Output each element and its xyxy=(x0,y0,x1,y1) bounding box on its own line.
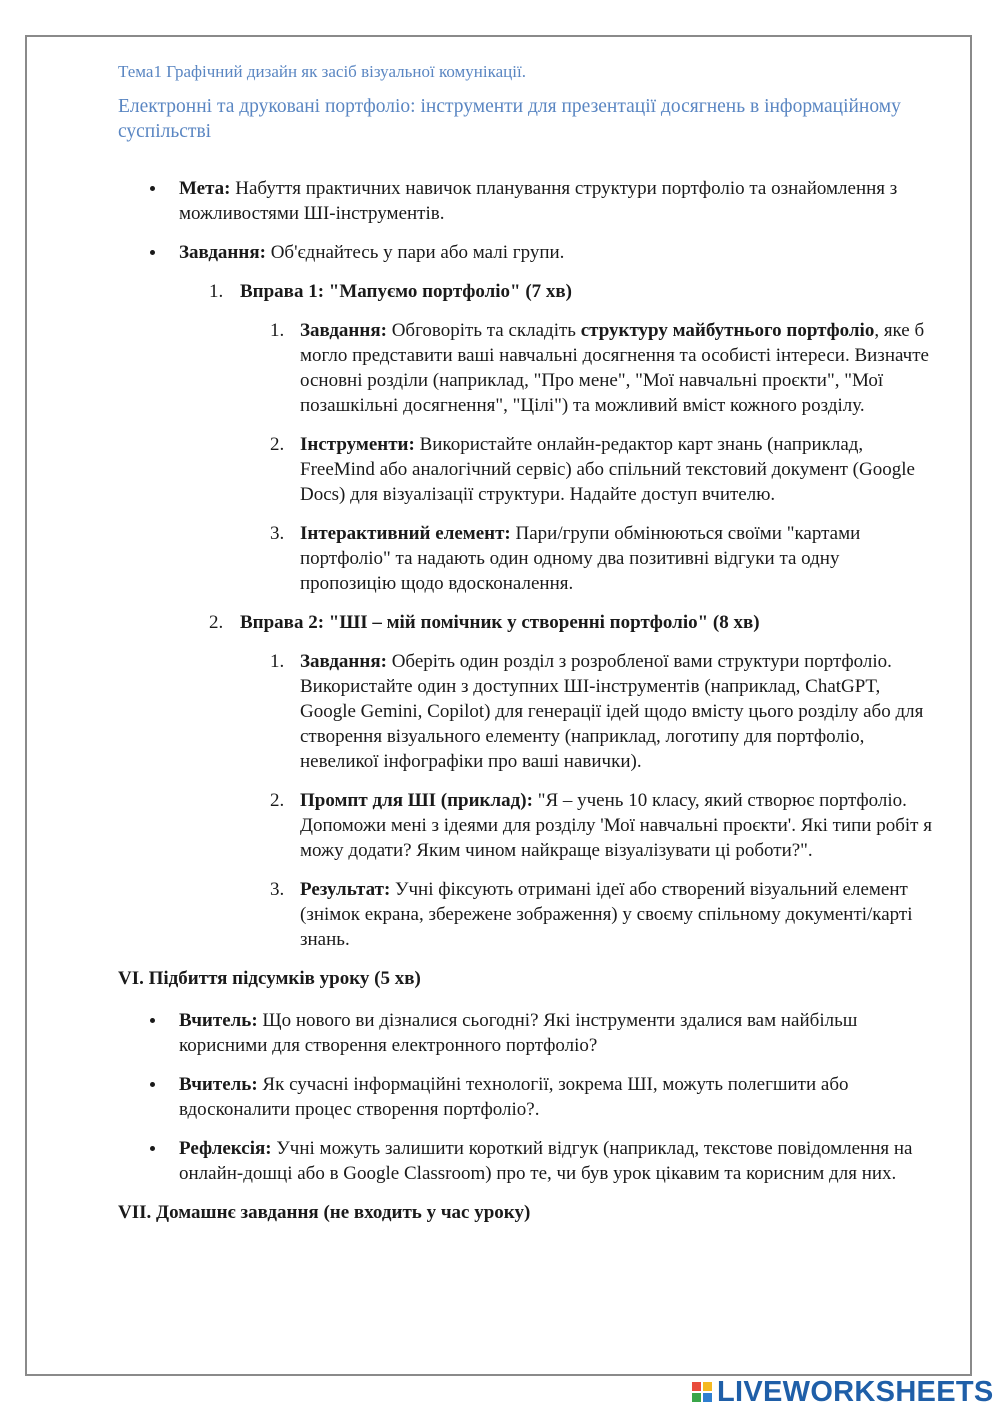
task-item xyxy=(118,240,933,265)
topic-heading: Тема1 Графічний дизайн як засіб візуальної комунікації. xyxy=(118,62,526,81)
exercise-2 xyxy=(118,610,933,952)
step-label: Завдання: xyxy=(300,320,387,341)
step-number: 3. xyxy=(270,523,285,544)
step-number: 1. xyxy=(270,320,285,341)
summary-item xyxy=(118,1136,933,1186)
exercise-title: Вправа 2: "ШІ – мій помічник у створенні портфоліо" (8 хв) xyxy=(240,612,760,633)
intro-list xyxy=(118,176,933,265)
task-label: Завдання: xyxy=(179,242,266,263)
logo-mark-icon xyxy=(692,1382,712,1402)
logo-text: LIVEWORKSHEETS xyxy=(717,1376,994,1408)
step-text: Оберіть один розділ з розробленої вами структури портфоліо. Використайте один з доступних ШІ-інструментів (наприклад, ChatGPT, Google Gemini, Copilot) для генерації ідей щодо вмісту цього розділу або для створення візуального елементу (наприклад, логотипу для портфоліо, невеликої інфографіки про ваші навички). xyxy=(300,651,924,772)
step-item xyxy=(270,432,933,507)
exercise-1 xyxy=(118,279,933,596)
logo-square xyxy=(692,1382,701,1391)
step-label: Інструменти: xyxy=(300,434,415,455)
step-number: 3. xyxy=(270,879,285,900)
liveworksheets-logo[interactable] xyxy=(692,1377,994,1407)
exercise-title: Вправа 1: "Мапуємо портфоліо" (7 хв) xyxy=(240,281,572,302)
summary-list xyxy=(118,1008,933,1186)
summary-item xyxy=(118,1008,933,1058)
task-text: Об'єднайтесь у пари або малі групи. xyxy=(265,242,565,263)
document-body xyxy=(118,60,933,1225)
summary-label: Вчитель: xyxy=(179,1010,258,1031)
step-label: Інтерактивний елемент: xyxy=(300,523,511,544)
exercise-number: 1. xyxy=(209,281,224,302)
exercise-list xyxy=(118,279,933,952)
goal-text: Набуття практичних навичок планування структури портфоліо та ознайомлення з можливостями ШІ-інструментів. xyxy=(179,178,898,224)
step-number: 2. xyxy=(270,790,285,811)
step-item xyxy=(270,788,933,863)
summary-text: Учні можуть залишити короткий відгук (наприклад, текстове повідомлення на онлайн-дошці або в Google Classroom) про те, чи був урок цікавим та корисним для них. xyxy=(179,1138,913,1184)
logo-square xyxy=(692,1393,701,1402)
step-label: Результат: xyxy=(300,879,391,900)
step-item xyxy=(270,521,933,596)
summary-text: Що нового ви дізналися сьогодні? Які інструменти здалися вам найбільш корисними для створення електронного портфоліо? xyxy=(179,1010,858,1056)
summary-item xyxy=(118,1072,933,1122)
step-item xyxy=(270,877,933,952)
step-item xyxy=(270,649,933,774)
step-text: Використайте онлайн-редактор карт знань (наприклад, FreeMind або аналогічний сервіс) або спільний текстовий документ (Google Docs) для візуалізації структури. Надайте доступ вчителю. xyxy=(300,434,915,505)
summary-label: Вчитель: xyxy=(179,1074,258,1095)
lesson-subtitle: Електронні та друковані портфоліо: інструменти для презентації досягнень в інформаційному суспільстві xyxy=(118,96,901,142)
goal-label: Мета: xyxy=(179,178,231,199)
step-text-continued: , яке б могло представити ваші навчальні досягнення та особисті інтереси. Визначте основні розділи (наприклад, "Про мене", "Мої навчальні проєкти", "Мої позашкільні досягнення", "Цілі") та можливий вміст кожного розділу. xyxy=(300,320,929,416)
logo-square xyxy=(703,1382,712,1391)
exercise-1-steps xyxy=(240,318,933,596)
homework-heading: VII. Домашнє завдання (не входить у час уроку) xyxy=(118,1202,531,1223)
summary-text: Як сучасні інформаційні технології, зокрема ШІ, можуть полегшити або вдосконалити процес створення портфоліо?. xyxy=(179,1074,849,1120)
step-text: Обговоріть та складіть xyxy=(386,320,581,341)
exercise-number: 2. xyxy=(209,612,224,633)
step-text: "Я – учень 10 класу, який створює портфоліо. Допоможи мені з ідеями для розділу 'Мої навчальні проєкти'. Які типи робіт я можу додати? Яким чином найкраще візуалізувати ці роботи?". xyxy=(300,790,932,861)
exercise-2-steps xyxy=(240,649,933,952)
step-item xyxy=(270,318,933,418)
step-number: 1. xyxy=(270,651,285,672)
step-label: Завдання: xyxy=(300,651,387,672)
step-label: Промпт для ШІ (приклад): xyxy=(300,790,533,811)
step-text: Пари/групи обмінюються своїми "картами портфоліо" та надають один одному два позитивні відгуки та одну пропозицію щодо вдосконалення. xyxy=(300,523,861,594)
step-number: 2. xyxy=(270,434,285,455)
logo-square xyxy=(703,1393,712,1402)
summary-label: Рефлексія: xyxy=(179,1138,272,1159)
step-text: Учні фіксують отримані ідеї або створений візуальний елемент (знімок екрана, збережене зображення) у своєму спільному документі/карті знань. xyxy=(300,879,913,950)
summary-heading: VI. Підбиття підсумків уроку (5 хв) xyxy=(118,968,421,989)
goal-item xyxy=(118,176,933,226)
step-emphasis: структуру майбутнього портфоліо xyxy=(580,320,875,341)
